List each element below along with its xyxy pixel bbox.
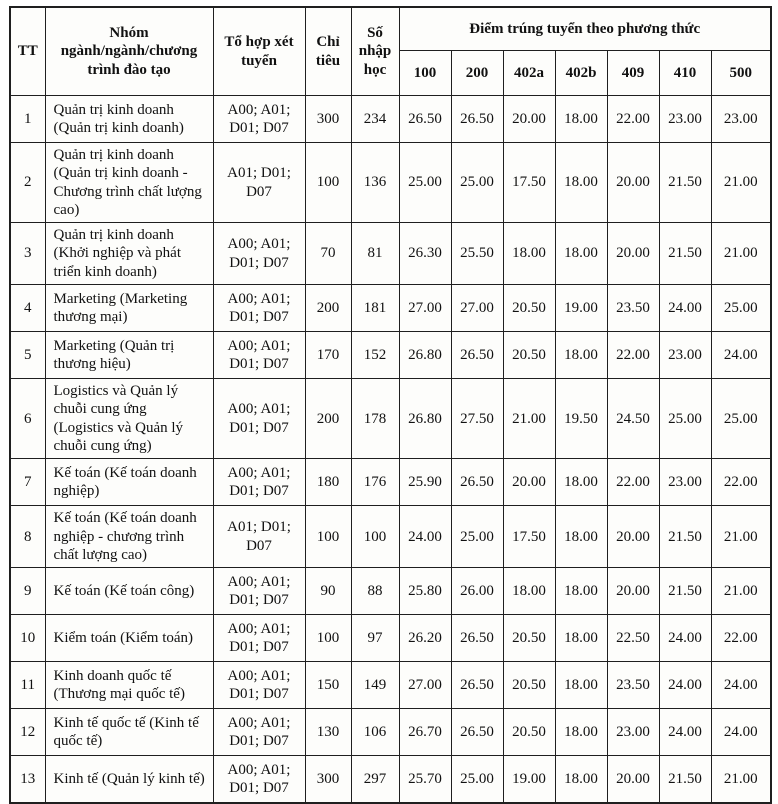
score-cell-100: 26.80: [399, 379, 451, 459]
table-row: [10, 459, 771, 506]
header-method-500: 500: [711, 51, 771, 96]
quota-cell: 170: [305, 332, 351, 379]
header-method-402a: 402a: [503, 51, 555, 96]
score-cell-200: 27.00: [451, 285, 503, 332]
header-enrolled: Số nhập học: [351, 7, 399, 96]
score-cell-402b: 18.00: [555, 568, 607, 615]
score-cell-409: 23.00: [607, 709, 659, 756]
score-cell-200: 25.00: [451, 506, 503, 568]
header-scores-group: Điểm trúng tuyển theo phương thức: [399, 7, 771, 51]
header-combination: Tổ hợp xét tuyển: [213, 7, 305, 96]
score-cell-200: 25.00: [451, 756, 503, 804]
score-cell-402a: 20.00: [503, 459, 555, 506]
header-method-410: 410: [659, 51, 711, 96]
table-header: [10, 7, 771, 96]
score-cell-410: 24.00: [659, 615, 711, 662]
enrolled-count-cell: 88: [351, 568, 399, 615]
score-cell-200: 26.50: [451, 96, 503, 143]
enrolled-count-cell: 152: [351, 332, 399, 379]
score-cell-402b: 18.00: [555, 332, 607, 379]
quota-cell: 130: [305, 709, 351, 756]
row-number-cell: 4: [10, 285, 45, 332]
enrolled-count-cell: 81: [351, 223, 399, 285]
score-cell-402a: 17.50: [503, 143, 555, 223]
score-cell-410: 24.00: [659, 662, 711, 709]
enrolled-count-cell: 100: [351, 506, 399, 568]
score-cell-402a: 20.50: [503, 285, 555, 332]
header-method-409: 409: [607, 51, 659, 96]
score-cell-100: 26.50: [399, 96, 451, 143]
score-cell-100: 26.30: [399, 223, 451, 285]
score-cell-402b: 18.00: [555, 143, 607, 223]
program-name-cell: Kế toán (Kế toán doanh nghiệp): [45, 459, 213, 506]
score-cell-402a: 18.00: [503, 568, 555, 615]
program-name-cell: Kế toán (Kế toán doanh nghiệp - chương trình chất lượng cao): [45, 506, 213, 568]
quota-cell: 70: [305, 223, 351, 285]
score-cell-200: 27.50: [451, 379, 503, 459]
enrolled-count-cell: 297: [351, 756, 399, 804]
score-cell-200: 26.00: [451, 568, 503, 615]
row-number-cell: 6: [10, 379, 45, 459]
score-cell-500: 21.00: [711, 143, 771, 223]
score-cell-100: 24.00: [399, 506, 451, 568]
row-number-cell: 12: [10, 709, 45, 756]
exam-combination-cell: A00; A01; D01; D07: [213, 662, 305, 709]
score-cell-410: 25.00: [659, 379, 711, 459]
score-cell-402b: 19.50: [555, 379, 607, 459]
score-cell-410: 23.00: [659, 96, 711, 143]
score-cell-409: 20.00: [607, 756, 659, 804]
header-method-402b: 402b: [555, 51, 607, 96]
score-cell-409: 20.00: [607, 506, 659, 568]
row-number-cell: 11: [10, 662, 45, 709]
exam-combination-cell: A00; A01; D01; D07: [213, 709, 305, 756]
table-row: [10, 615, 771, 662]
score-cell-500: 23.00: [711, 96, 771, 143]
score-cell-409: 22.00: [607, 96, 659, 143]
score-cell-409: 22.00: [607, 332, 659, 379]
table-row: [10, 568, 771, 615]
score-cell-500: 21.00: [711, 506, 771, 568]
exam-combination-cell: A00; A01; D01; D07: [213, 332, 305, 379]
score-cell-100: 26.80: [399, 332, 451, 379]
quota-cell: 300: [305, 96, 351, 143]
score-cell-409: 23.50: [607, 662, 659, 709]
quota-cell: 100: [305, 143, 351, 223]
score-cell-500: 21.00: [711, 756, 771, 804]
score-cell-402a: 20.50: [503, 332, 555, 379]
table-row: [10, 96, 771, 143]
table-row: [10, 223, 771, 285]
program-name-cell: Kiểm toán (Kiểm toán): [45, 615, 213, 662]
row-number-cell: 10: [10, 615, 45, 662]
score-cell-402b: 18.00: [555, 756, 607, 804]
score-cell-409: 24.50: [607, 379, 659, 459]
score-cell-100: 26.20: [399, 615, 451, 662]
program-name-cell: Marketing (Marketing thương mại): [45, 285, 213, 332]
score-cell-410: 23.00: [659, 459, 711, 506]
header-method-100: 100: [399, 51, 451, 96]
score-cell-410: 21.50: [659, 506, 711, 568]
score-cell-100: 27.00: [399, 285, 451, 332]
score-cell-410: 21.50: [659, 223, 711, 285]
score-cell-410: 24.00: [659, 285, 711, 332]
score-cell-410: 21.50: [659, 756, 711, 804]
score-cell-409: 23.50: [607, 285, 659, 332]
enrolled-count-cell: 106: [351, 709, 399, 756]
score-cell-100: 25.80: [399, 568, 451, 615]
score-cell-402a: 20.50: [503, 615, 555, 662]
score-cell-500: 24.00: [711, 332, 771, 379]
quota-cell: 180: [305, 459, 351, 506]
quota-cell: 200: [305, 379, 351, 459]
enrolled-count-cell: 178: [351, 379, 399, 459]
table-row: [10, 756, 771, 804]
score-cell-409: 22.00: [607, 459, 659, 506]
score-cell-410: 24.00: [659, 709, 711, 756]
exam-combination-cell: A00; A01; D01; D07: [213, 459, 305, 506]
table-row: [10, 332, 771, 379]
program-name-cell: Kinh tế (Quản lý kinh tế): [45, 756, 213, 804]
exam-combination-cell: A00; A01; D01; D07: [213, 379, 305, 459]
enrolled-count-cell: 97: [351, 615, 399, 662]
enrolled-count-cell: 149: [351, 662, 399, 709]
enrolled-count-cell: 181: [351, 285, 399, 332]
score-cell-500: 21.00: [711, 568, 771, 615]
score-cell-100: 25.00: [399, 143, 451, 223]
score-cell-500: 22.00: [711, 615, 771, 662]
row-number-cell: 1: [10, 96, 45, 143]
enrolled-count-cell: 234: [351, 96, 399, 143]
quota-cell: 300: [305, 756, 351, 804]
score-cell-500: 24.00: [711, 662, 771, 709]
score-cell-200: 26.50: [451, 709, 503, 756]
score-cell-200: 26.50: [451, 459, 503, 506]
header-method-200: 200: [451, 51, 503, 96]
score-cell-402b: 18.00: [555, 459, 607, 506]
score-cell-402a: 20.50: [503, 709, 555, 756]
score-cell-100: 25.90: [399, 459, 451, 506]
score-cell-402b: 18.00: [555, 223, 607, 285]
score-cell-100: 27.00: [399, 662, 451, 709]
exam-combination-cell: A00; A01; D01; D07: [213, 615, 305, 662]
score-cell-402a: 19.00: [503, 756, 555, 804]
exam-combination-cell: A00; A01; D01; D07: [213, 756, 305, 804]
header-quota: Chỉ tiêu: [305, 7, 351, 96]
program-name-cell: Logistics và Quản lý chuỗi cung ứng (Logistics và Quản lý chuỗi cung ứng): [45, 379, 213, 459]
score-cell-409: 20.00: [607, 568, 659, 615]
quota-cell: 200: [305, 285, 351, 332]
quota-cell: 100: [305, 506, 351, 568]
score-cell-402a: 20.50: [503, 662, 555, 709]
score-cell-410: 23.00: [659, 332, 711, 379]
quota-cell: 150: [305, 662, 351, 709]
score-cell-402a: 20.00: [503, 96, 555, 143]
program-name-cell: Kế toán (Kế toán công): [45, 568, 213, 615]
table-row: [10, 662, 771, 709]
program-name-cell: Kinh doanh quốc tế (Thương mại quốc tế): [45, 662, 213, 709]
score-cell-402b: 18.00: [555, 662, 607, 709]
enrolled-count-cell: 136: [351, 143, 399, 223]
score-cell-100: 26.70: [399, 709, 451, 756]
program-name-cell: Marketing (Quản trị thương hiệu): [45, 332, 213, 379]
quota-cell: 100: [305, 615, 351, 662]
score-cell-409: 20.00: [607, 223, 659, 285]
score-cell-402b: 18.00: [555, 615, 607, 662]
header-tt: TT: [10, 7, 45, 96]
score-cell-410: 21.50: [659, 568, 711, 615]
row-number-cell: 3: [10, 223, 45, 285]
score-cell-200: 25.50: [451, 223, 503, 285]
score-cell-409: 20.00: [607, 143, 659, 223]
score-cell-402a: 18.00: [503, 223, 555, 285]
score-cell-402b: 18.00: [555, 96, 607, 143]
score-cell-200: 26.50: [451, 332, 503, 379]
score-cell-100: 25.70: [399, 756, 451, 804]
score-cell-500: 25.00: [711, 285, 771, 332]
score-cell-402b: 18.00: [555, 506, 607, 568]
row-number-cell: 7: [10, 459, 45, 506]
exam-combination-cell: A00; A01; D01; D07: [213, 223, 305, 285]
table-row: [10, 285, 771, 332]
score-cell-500: 22.00: [711, 459, 771, 506]
score-cell-402b: 19.00: [555, 285, 607, 332]
exam-combination-cell: A01; D01; D07: [213, 506, 305, 568]
exam-combination-cell: A01; D01; D07: [213, 143, 305, 223]
enrolled-count-cell: 176: [351, 459, 399, 506]
table-row: [10, 709, 771, 756]
row-number-cell: 5: [10, 332, 45, 379]
score-cell-500: 25.00: [711, 379, 771, 459]
row-number-cell: 9: [10, 568, 45, 615]
program-name-cell: Kinh tế quốc tế (Kinh tế quốc tế): [45, 709, 213, 756]
score-cell-500: 21.00: [711, 223, 771, 285]
row-number-cell: 2: [10, 143, 45, 223]
admission-scores-table: [9, 6, 772, 804]
table-body: [10, 96, 771, 804]
quota-cell: 90: [305, 568, 351, 615]
program-name-cell: Quản trị kinh doanh (Quản trị kinh doanh - Chương trình chất lượng cao): [45, 143, 213, 223]
score-cell-200: 26.50: [451, 615, 503, 662]
header-row-top: [10, 7, 771, 51]
exam-combination-cell: A00; A01; D01; D07: [213, 568, 305, 615]
exam-combination-cell: A00; A01; D01; D07: [213, 96, 305, 143]
score-cell-500: 24.00: [711, 709, 771, 756]
scanned-document-page: [9, 6, 769, 804]
table-row: [10, 506, 771, 568]
table-row: [10, 143, 771, 223]
table-row: [10, 379, 771, 459]
row-number-cell: 13: [10, 756, 45, 804]
score-cell-409: 22.50: [607, 615, 659, 662]
score-cell-402b: 18.00: [555, 709, 607, 756]
header-program: Nhóm ngành/ngành/chương trình đào tạo: [45, 7, 213, 96]
program-name-cell: Quản trị kinh doanh (Quản trị kinh doanh): [45, 96, 213, 143]
score-cell-410: 21.50: [659, 143, 711, 223]
exam-combination-cell: A00; A01; D01; D07: [213, 285, 305, 332]
row-number-cell: 8: [10, 506, 45, 568]
score-cell-200: 25.00: [451, 143, 503, 223]
score-cell-200: 26.50: [451, 662, 503, 709]
score-cell-402a: 21.00: [503, 379, 555, 459]
score-cell-402a: 17.50: [503, 506, 555, 568]
program-name-cell: Quản trị kinh doanh (Khởi nghiệp và phát triển kinh doanh): [45, 223, 213, 285]
